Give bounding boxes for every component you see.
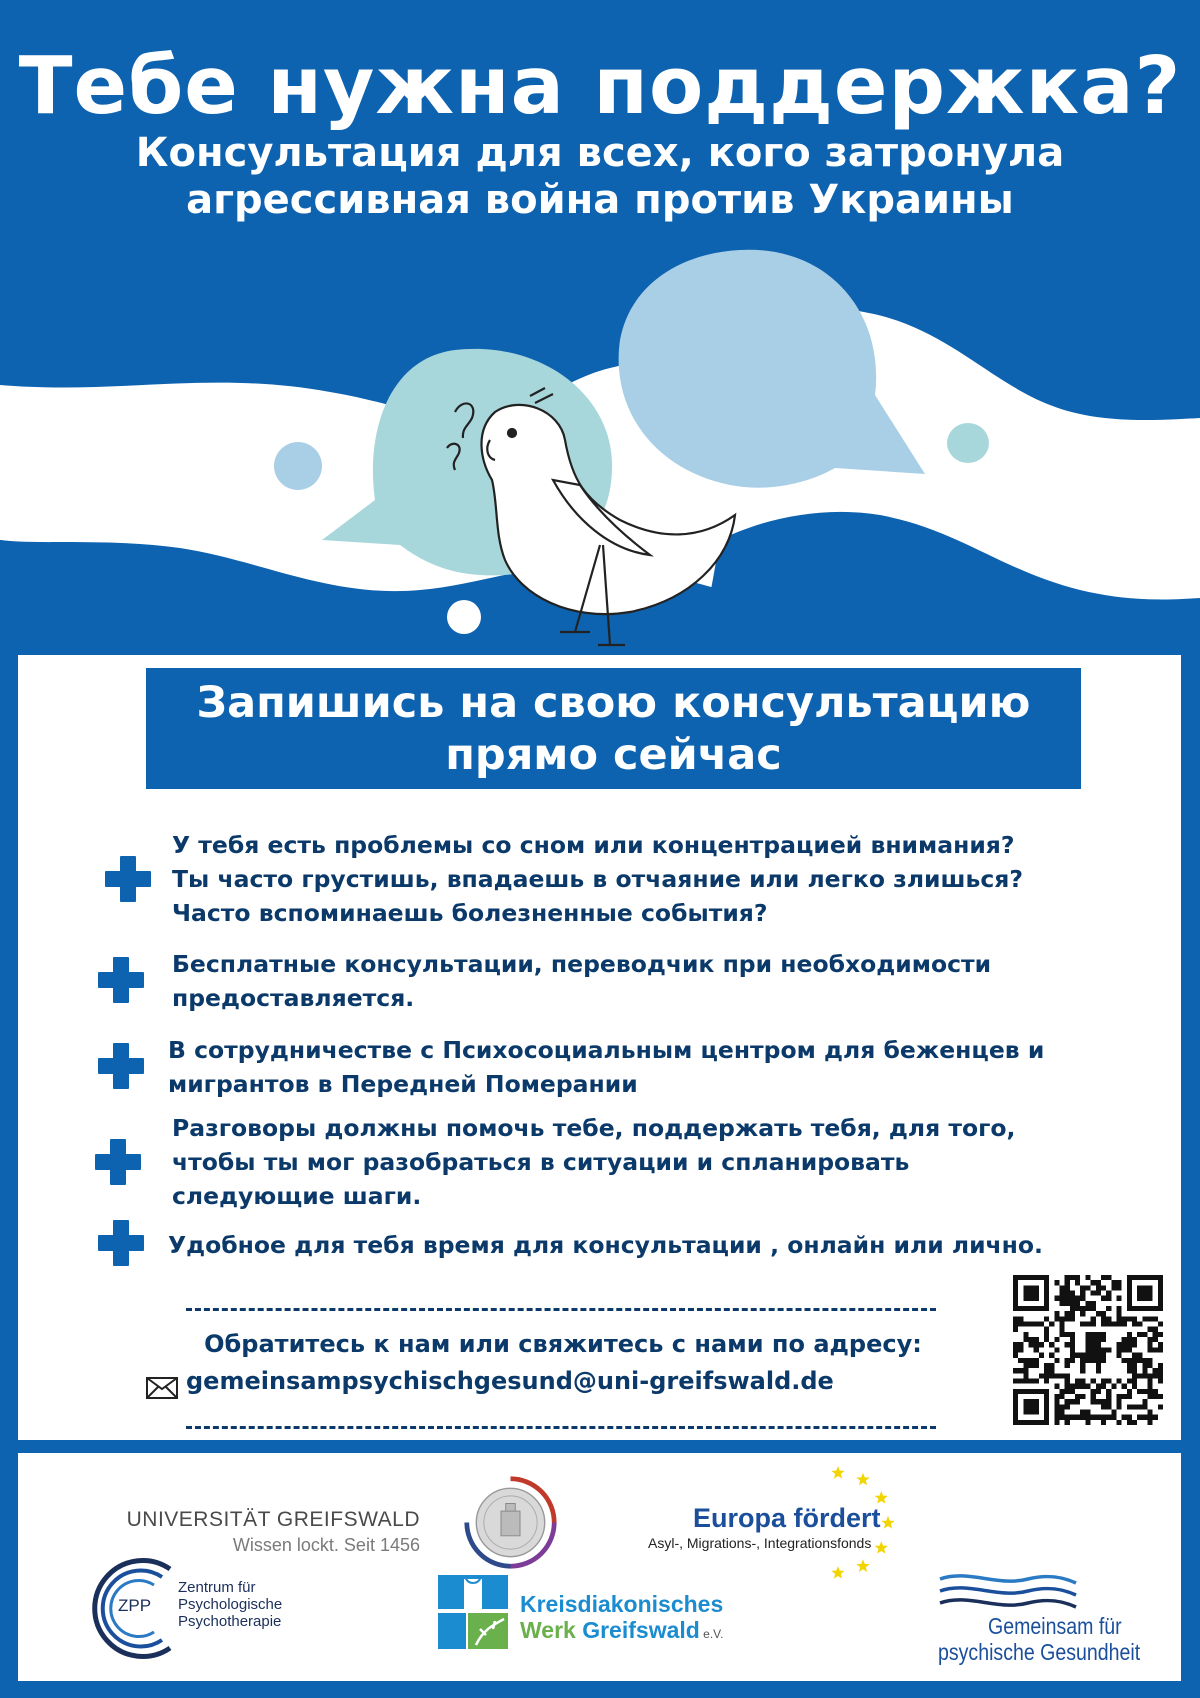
logo-kreisdiakonisches-werk[interactable] [438,1575,738,1655]
eu-star [881,1516,894,1529]
item-text: Удобное для тебя время для консультации , онлайн или лично. [168,1231,1043,1259]
logo-text [520,1617,723,1644]
eu-star [831,1566,844,1579]
page-title: Тебе нужна поддержка? [18,40,1182,132]
hero-section [0,0,1200,650]
item-text: В сотрудничестве с Психосоциальным центром для беженцев и мигрантов в Передней Померании [168,1036,1045,1098]
logo-text: Kreisdiakonisches [520,1591,724,1617]
plus-icon [96,1041,146,1091]
page-subtitle: Консультация для всех, кого затронула агрессивная война против Украины [135,130,1065,223]
logo-text: UNIVERSITÄT GREIFSWALD [126,1508,420,1531]
plus-icon [96,955,146,1005]
logo-text: psychische Gesundheit [938,1639,1141,1665]
logo-text: Gemeinsam für [988,1613,1122,1639]
signup-line-1: Запишись на свою консультацию [196,677,1031,728]
small-bubble [274,442,322,490]
logo-europa-foerdert[interactable] [648,1463,978,1583]
info-card [18,655,1181,1440]
seal-icon [463,1475,558,1570]
qr-code[interactable] [1013,1275,1163,1425]
plus-icon [96,1218,146,1268]
signup-line-2: прямо сейчас [445,729,782,780]
logo-text-city: Greifswald [582,1617,700,1643]
logo-text-ev: e.V. [699,1627,724,1641]
email-link[interactable]: gemeinsampsychischgesund@uni-greifswald.de [186,1367,834,1395]
logo-text: Europa fördert [693,1503,881,1533]
item-text: У тебя есть проблемы со сном или концентрацией внимания? Ты часто грустишь, впадаешь в отчаяние или легко злишься? Часто вспоминаешь болезненные события? [172,831,1023,927]
divider [186,1426,936,1429]
logo-gemeinsam-fuer-psychische-gesundheit[interactable] [938,1571,1168,1671]
eu-star [831,1466,844,1479]
logo-tagline: Asyl-, Migrations-, Integrationsfonds [648,1535,872,1551]
plus-icon [103,854,153,904]
waves-icon [938,1571,1078,1616]
logo-tagline: Wissen lockt. Seit 1456 [232,1535,420,1555]
item-text: Разговоры должны помочь тебе, поддержать тебя, для того, чтобы ты мог разобраться в ситуации и спланировать следующие шаги. [172,1114,1016,1210]
eu-star [856,1559,869,1572]
eu-star [856,1473,869,1486]
item-text: Бесплатные консультации, переводчик при необходимости предоставляется. [172,950,992,1012]
signup-banner[interactable] [146,668,1081,789]
eu-star [875,1541,888,1554]
envelope-icon [146,1377,178,1399]
divider [186,1308,936,1311]
contact-label: Обратитесь к нам или свяжитесь с нами по адресу: [204,1330,922,1358]
diakonie-cross-icon [438,1575,510,1651]
partner-logos [18,1453,1181,1681]
logo-text: Zentrum für Psychologische Psychotherapie [178,1579,283,1630]
logo-abbr: ZPP [118,1596,152,1615]
logo-text-werk: Werk [520,1617,583,1643]
logo-zpp[interactable] [78,1551,318,1666]
plus-icon [93,1137,143,1187]
eu-star [875,1491,888,1504]
